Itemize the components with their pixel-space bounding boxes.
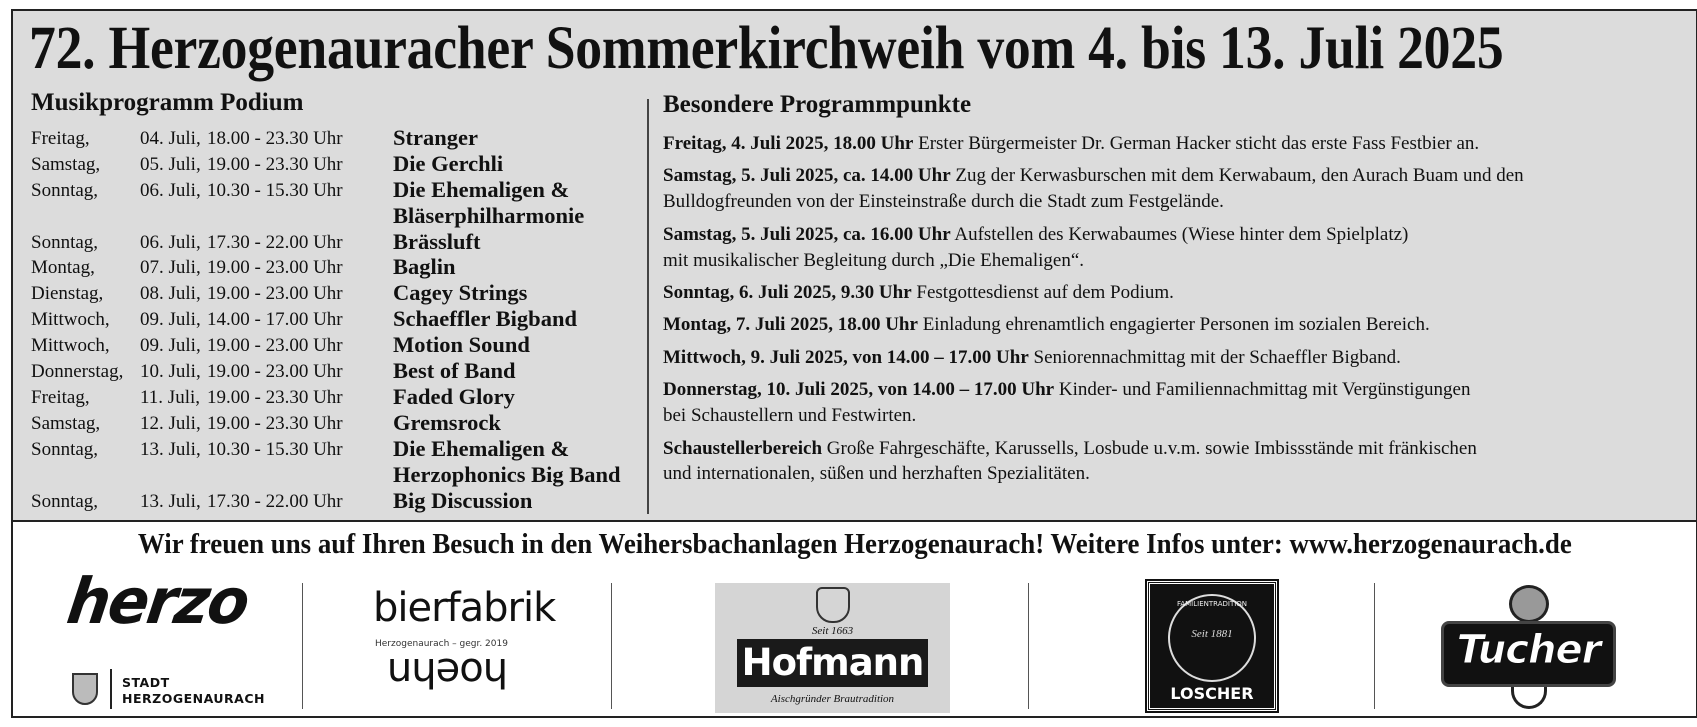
schedule-act-line: Big Discussion (393, 487, 533, 513)
special-item (663, 436, 1693, 488)
schedule-day: Sonntag, (31, 231, 99, 253)
schedule-act-line: Herzophonics Big Band (393, 461, 621, 487)
schedule-row (31, 384, 656, 410)
schedule-row (31, 177, 656, 229)
footer-invitation (13, 525, 1696, 565)
logo-separator (1374, 583, 1375, 709)
special-item-line (663, 222, 1693, 248)
schedule-date: 13. Juli, (140, 438, 201, 460)
special-item-line (663, 436, 1693, 462)
herzo-city-name (122, 675, 265, 707)
special-item (663, 345, 1693, 371)
schedule-date: 08. Juli, (140, 283, 201, 305)
special-item-when: Montag, 7. Juli 2025, 18.00 Uhr (663, 314, 918, 336)
loscher-since: Seit 1881 (1191, 628, 1233, 640)
hofmann-tagline: Aischgründer Brautradition (770, 693, 895, 705)
schedule-act-line: Stranger (393, 125, 478, 150)
schedule-row (31, 488, 656, 514)
schedule-act (393, 280, 527, 306)
schedule-time: 19.00 - 23.30 Uhr (207, 153, 343, 175)
schedule-act (393, 306, 577, 332)
special-item-text: Seniorennachmittag mit der Schaeffler Bigband. (1028, 346, 1401, 368)
special-item (663, 222, 1693, 274)
schedule-day: Donnerstag, (31, 361, 124, 383)
schedule-date: 05. Juli, (140, 153, 201, 175)
special-program-list (663, 131, 1693, 487)
schedule-time: 17.30 - 22.00 Uhr (207, 231, 343, 253)
coat-of-arms-icon (72, 673, 98, 705)
schedule-day: Montag, (31, 257, 95, 279)
special-item-line: mit musikalischer Begleitung durch „Die Ehemaligen“. (663, 249, 1085, 271)
music-program-heading: Musikprogramm Podium (31, 89, 304, 116)
special-item-line: und internationalen, süßen und herzhaften Spezialitäten. (663, 463, 1090, 485)
schedule-row (31, 306, 656, 332)
special-item (663, 377, 1693, 429)
schedule-row (31, 151, 656, 177)
special-item-when: Donnerstag, 10. Juli 2025, von 14.00 – 17.00 Uhr (663, 379, 1055, 401)
schedule-act (393, 488, 532, 514)
schedule-date: 09. Juli, (140, 309, 201, 331)
bierfabrik-flipped-wordmark: hoehn (387, 649, 509, 695)
schedule-time: 19.00 - 23.00 Uhr (207, 257, 343, 279)
schedule-day: Freitag, (31, 386, 90, 408)
special-item-text: Zug der Kerwasburschen mit dem Kerwabaum, den Aurach Buam und den (950, 165, 1524, 187)
schedule-date: 10. Juli, (140, 361, 201, 383)
schedule-act (393, 254, 456, 280)
schedule-time: 19.00 - 23.00 Uhr (207, 361, 343, 383)
logo-separator (1028, 583, 1029, 709)
schedule-row (31, 125, 656, 151)
herzo-city-line2: HERZOGENAURACH (122, 691, 265, 706)
footer-text: Wir freuen uns auf Ihren Besuch in den Weihersbachanlagen Herzogenaurach! Weitere Infos unter: www.herzogenaurach.de (137, 529, 1572, 560)
schedule-act-line: Schaeffler Bigband (393, 306, 577, 332)
anchor-crest-icon (816, 587, 850, 623)
schedule-act (393, 229, 481, 255)
tucher-base-ornament (1511, 687, 1547, 709)
special-item (663, 131, 1693, 157)
special-item-text: Einladung ehrenamtlich engagierter Personen im sozialen Bereich. (917, 314, 1430, 336)
loscher-tradition: FAMILIENTRADITION (1176, 600, 1248, 608)
schedule-row (31, 280, 656, 306)
logo-divider (110, 669, 112, 709)
schedule-act-line: Bläserphilharmonie (393, 202, 585, 228)
special-item-text: Kinder- und Familiennachmittag mit Vergünstigungen (1054, 379, 1471, 401)
schedule-date: 13. Juli, (140, 490, 201, 512)
schedule-date: 07. Juli, (140, 257, 201, 279)
special-item (663, 280, 1693, 306)
special-item-text: Erster Bürgermeister Dr. German Hacker sticht das erste Fass Festbier an. (913, 133, 1480, 154)
schedule-day: Sonntag, (31, 179, 99, 201)
schedule-act-line: Best of Band (393, 358, 516, 384)
tucher-wordmark: Tucher (1456, 627, 1601, 673)
schedule-time: 10.30 - 15.30 Uhr (207, 179, 343, 201)
schedule-time: 18.00 - 23.30 Uhr (207, 128, 343, 149)
schedule-day: Dienstag, (31, 283, 104, 305)
schedule-row (31, 358, 656, 384)
schedule-act-line: Gremsrock (393, 409, 501, 435)
herzo-city-line1: STADT (122, 675, 170, 690)
schedule-act-line: Die Ehemaligen & (393, 435, 570, 461)
special-item (663, 312, 1693, 338)
special-item-when: Sonntag, 6. Juli 2025, 9.30 Uhr (663, 282, 912, 304)
schedule-day: Sonntag, (31, 490, 99, 512)
schedule-act (393, 410, 501, 436)
special-program-heading: Besondere Programmpunkte (663, 91, 972, 118)
schedule-time: 10.30 - 15.30 Uhr (207, 438, 343, 460)
schedule-date: 11. Juli, (140, 386, 200, 408)
hofmann-wordmark: Hofmann (737, 639, 928, 687)
logo-separator (611, 583, 612, 709)
herzo-wordmark: herzo (62, 565, 253, 639)
schedule-date: 06. Juli, (140, 231, 201, 253)
schedule-act (393, 125, 478, 151)
schedule-act (393, 436, 621, 488)
special-item-line (663, 312, 1693, 338)
schedule-act-line: Motion Sound (393, 332, 530, 358)
tucher-logo (1441, 583, 1616, 711)
special-item-text: Große Fahrgeschäfte, Karussells, Losbude u.v.m. sowie Imbissstände mit fränkischen (822, 437, 1477, 459)
schedule-act (393, 177, 584, 229)
schedule-row (31, 254, 656, 280)
music-schedule-list (31, 125, 656, 513)
schedule-date: 09. Juli, (140, 335, 201, 357)
schedule-act-line: Cagey Strings (393, 280, 528, 306)
herzo-logo (58, 565, 273, 709)
schedule-day: Mittwoch, (31, 335, 110, 357)
schedule-day: Mittwoch, (31, 309, 110, 331)
special-item-line: Bulldogfreunden von der Einsteinstraße durch die Stadt zum Festgelände. (663, 191, 1224, 213)
hofmann-since: Seit 1663 (811, 625, 854, 637)
schedule-act-line: Faded Glory (393, 383, 515, 409)
schedule-row (31, 332, 656, 358)
schedule-time: 19.00 - 23.30 Uhr (207, 386, 343, 408)
schedule-row (31, 410, 656, 436)
schedule-act (393, 358, 516, 384)
special-item-text: Festgottesdienst auf dem Podium. (911, 282, 1174, 304)
schedule-act-line: Brässluft (393, 228, 481, 254)
schedule-date: 04. Juli, (140, 128, 201, 149)
special-item-line (663, 280, 1693, 306)
special-item-when: Samstag, 5. Juli 2025, ca. 16.00 Uhr (663, 223, 951, 245)
special-item-line (663, 377, 1693, 403)
schedule-act (393, 151, 503, 177)
sponsor-logo-strip (13, 567, 1696, 717)
tucher-crest-icon (1509, 585, 1549, 623)
special-item-line (663, 345, 1693, 371)
loscher-logo (1147, 581, 1277, 711)
schedule-date: 12. Juli, (140, 412, 201, 434)
special-item (663, 163, 1693, 215)
schedule-act-line: Die Gerchli (393, 150, 504, 176)
special-item-when: Freitag, 4. Juli 2025, 18.00 Uhr (663, 133, 914, 154)
special-item-line: bei Schaustellern und Festwirten. (663, 405, 917, 427)
hofmann-logo (715, 583, 950, 713)
schedule-time: 14.00 - 17.00 Uhr (207, 309, 343, 331)
special-item-when: Mittwoch, 9. Juli 2025, von 14.00 – 17.00 Uhr (663, 346, 1029, 368)
advertisement-frame (11, 9, 1697, 718)
schedule-act-line: Baglin (393, 254, 456, 280)
page-title: 72. Herzogenauracher Sommerkirchweih vom 4. bis 13. Juli 2025 (29, 15, 1504, 82)
special-item-text: Aufstellen des Kerwabaumes (Wiese hinter dem Spielplatz) (950, 223, 1409, 245)
logo-separator (302, 583, 303, 709)
bierfabrik-logo (373, 579, 573, 709)
schedule-row (31, 229, 656, 255)
special-item-line (663, 163, 1693, 189)
schedule-day: Samstag, (31, 153, 101, 175)
loscher-wordmark: LOSCHER (1170, 684, 1254, 703)
bierfabrik-wordmark: bierfabrik (373, 585, 556, 631)
special-item-when: Schaustellerbereich (663, 437, 823, 459)
schedule-day: Samstag, (31, 412, 101, 434)
schedule-act (393, 384, 515, 410)
special-item-when: Samstag, 5. Juli 2025, ca. 14.00 Uhr (663, 165, 951, 187)
schedule-day: Freitag, (31, 128, 90, 149)
schedule-act (393, 332, 530, 358)
schedule-act-line: Die Ehemaligen & (393, 176, 570, 202)
program-panel (13, 11, 1696, 522)
schedule-time: 19.00 - 23.30 Uhr (207, 412, 343, 434)
schedule-time: 19.00 - 23.00 Uhr (207, 283, 343, 305)
schedule-day: Sonntag, (31, 438, 99, 460)
special-item-line (663, 131, 1693, 157)
schedule-time: 17.30 - 22.00 Uhr (207, 490, 343, 512)
schedule-time: 19.00 - 23.00 Uhr (207, 335, 343, 357)
bierfabrik-subline: Herzogenaurach – gegr. 2019 (375, 639, 508, 649)
schedule-row (31, 436, 656, 488)
schedule-date: 06. Juli, (140, 179, 201, 201)
